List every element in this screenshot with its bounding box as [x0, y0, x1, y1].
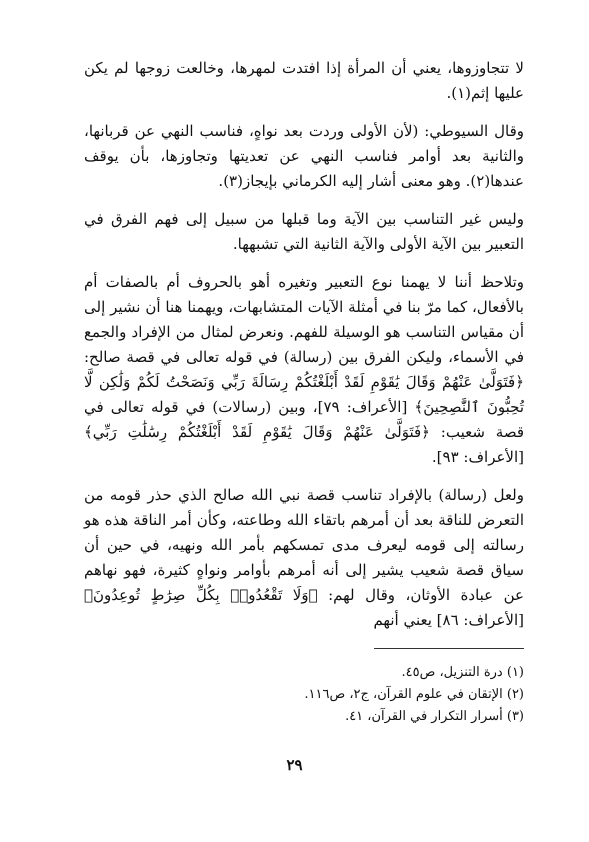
paragraph: وتلاحظ أننا لا يهمنا نوع التعبير وتغيره أهو بالحروف أم بالصفات أم بالأفعال، كما مرّ بنا في أمثلة الآيات المتشابهات، ويهمنا هنا أن نشير إلى أن مقياس التناسب هو الوسيلة للفهم. ونعرض لمثال من الإفراد والجمع في الأسماء، وليكن الفرق بين (رسالة) في قوله تعالى في قصة صالح: ﴿فَتَوَلَّىٰ عَنْهُمْ وَقَالَ يَٰقَوْمِ لَقَدْ أَبْلَغْتُكُمْ رِسَالَةَ رَبِّي وَنَصَحْتُ لَكُمْ وَلَٰكِن لَّا تُحِبُّونَ ٱلنَّٰصِحِينَ﴾ [الأعراف: ٧٩]، وبين (رسالات) في قوله تعالى في قصة شعيب: ﴿فَتَوَلَّىٰ عَنْهُمْ وَقَالَ يَٰقَوْمِ لَقَدْ أَبْلَغْتُكُمْ رِسَٰلَٰتِ رَبِّي﴾ [الأعراف: ٩٣].: [84, 273, 525, 466]
footnote-divider: [374, 648, 524, 649]
footnotes: [84, 662, 524, 728]
paragraph: لا تتجاوزوها، يعني أن المرأة إذا افتدت لمهرها، وخالعت زوجها لم يكن عليها إثم(١).: [84, 59, 524, 102]
footnote: (١) درة التنزيل، ص٤٥.: [401, 665, 524, 680]
footnote: (٢) الإتقان في علوم القرآن، ج٢، ص١١٦.: [304, 687, 524, 702]
footnote: (٣) أسرار التكرار في القرآن، ٤١.: [345, 709, 524, 724]
main-text: [84, 56, 524, 633]
paragraph: وليس غير التناسب بين الآية وما قبلها من سبيل إلى فهم الفرق في التعبير بين الآية الأولى والآية الثانية التي تشبهها.: [84, 210, 524, 253]
paragraph: ولعل (رسالة) بالإفراد تناسب قصة نبي الله صالح الذي حذر قومه من التعرض للناقة بعد أن أمرهم باتقاء الله وطاعته، وكأن أمر الناقة هذه هو رسالته إلى قومه ليعرف مدى تمسكهم بأمر الله ونهيه، في حين أن سياق قصة شعيب يشير إلى أنه أمرهم بأوامر ونواهٍ كثيرة، فهو نهاهم عن عبادة الأوثان، وقال لهم: ﴿وَلَا تَقْعُدُوا۟ بِكُلِّ صِرَٰطٍ تُوعِدُونَ﴾ [الأعراف: ٨٦] يعني أنهم: [84, 486, 524, 629]
page-number: ٢٩: [286, 756, 303, 774]
paragraph: وقال السيوطي: (لأن الأولى وردت بعد نواهٍ، فناسب النهي عن قربانها، والثانية بعد أوامر فناسب النهي عن تعديتها وتجاوزها، بأن يوقف عندها(٢). وهو معنى أشار إليه الكرماني بإيجاز(٣).: [84, 122, 524, 190]
